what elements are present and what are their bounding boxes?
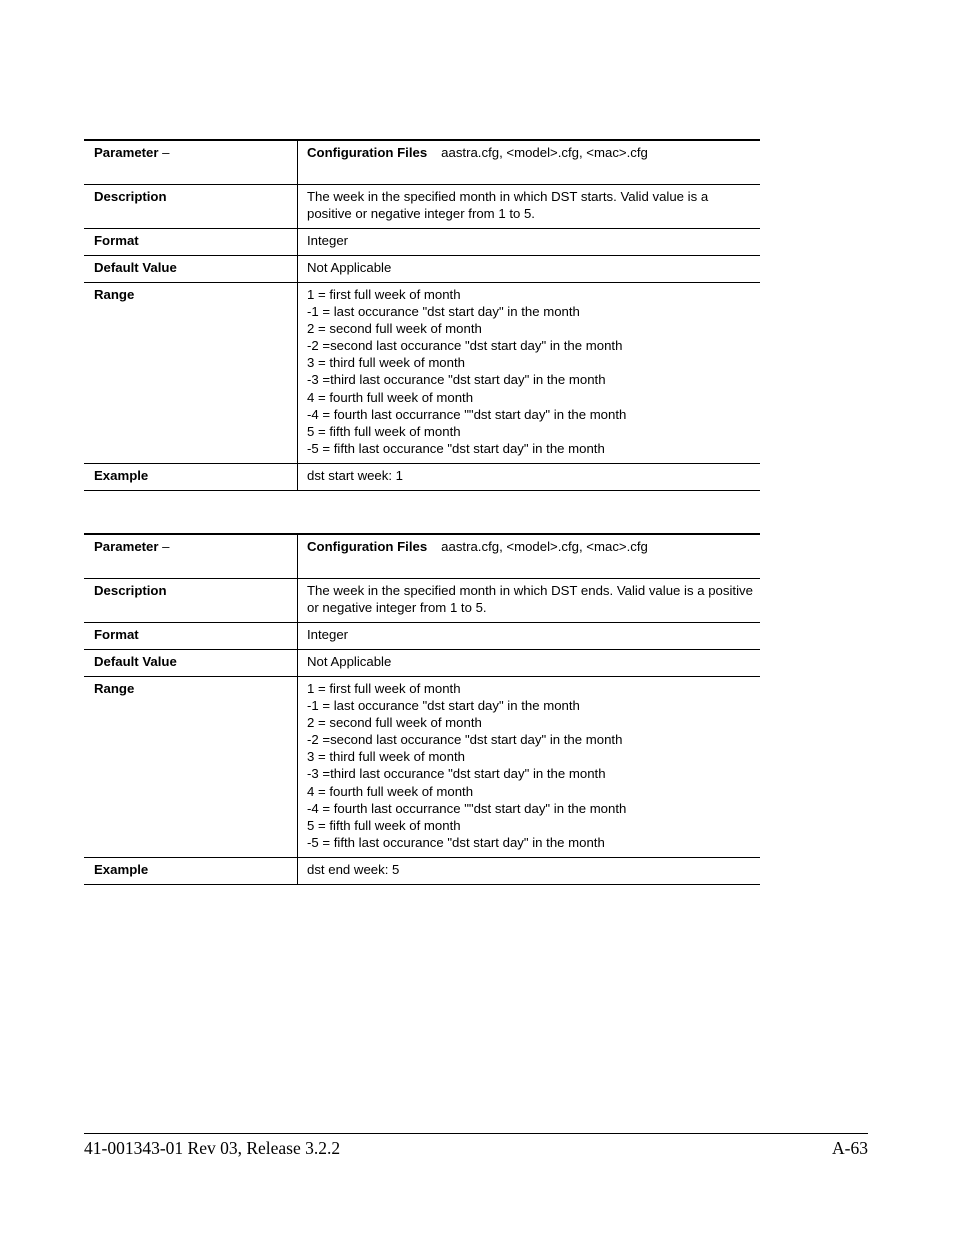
default-value-row	[84, 650, 760, 677]
parameter-suffix: –	[158, 145, 170, 160]
range-line: 1 = first full week of month	[307, 287, 461, 302]
description-row	[84, 579, 760, 623]
default-value-value: Not Applicable	[298, 650, 761, 677]
range-line: 5 = fifth full week of month	[307, 817, 461, 833]
footer-divider	[84, 1133, 868, 1134]
format-row	[84, 623, 760, 650]
range-value	[298, 283, 761, 464]
range-line: -5 = fifth last occurance "dst start day" in the month	[307, 440, 605, 456]
example-label: Example	[94, 467, 149, 483]
default-value-value: Not Applicable	[298, 256, 761, 283]
default-value-label: Default Value	[94, 260, 177, 275]
range-line: 1 = first full week of month	[307, 681, 461, 696]
range-line: -3 =third last occurance "dst start day" in the month	[307, 372, 606, 388]
parameter-table-dst-start-week	[84, 139, 760, 491]
description-value: The week in the specified month in which DST ends. Valid value is a positive or negative integer from 1 to 5.	[298, 579, 761, 623]
example-value: dst end week: 5	[298, 857, 761, 884]
description-row	[84, 185, 760, 229]
footer-document-id: 41-001343-01 Rev 03, Release 3.2.2	[84, 1138, 341, 1158]
example-row	[84, 857, 760, 884]
config-files-value: aastra.cfg, <model>.cfg, <mac>.cfg	[441, 539, 648, 554]
description-label: Description	[94, 189, 167, 204]
description-value: The week in the specified month in which DST starts. Valid value is a positive or negative integer from 1 to 5.	[298, 185, 761, 229]
parameter-table-dst-end-week	[84, 533, 760, 885]
default-value-row	[84, 256, 760, 283]
range-line: 2 = second full week of month	[307, 715, 482, 731]
format-row	[84, 229, 760, 256]
description-label: Description	[94, 583, 167, 598]
format-label: Format	[94, 627, 139, 642]
parameter-row	[84, 140, 760, 185]
range-row	[84, 677, 760, 858]
format-label: Format	[94, 233, 139, 248]
parameter-label-cell	[84, 534, 298, 579]
range-line: -3 =third last occurance "dst start day" in the month	[307, 766, 606, 782]
footer-page-number: A-63	[832, 1138, 868, 1158]
parameter-label: Parameter	[94, 539, 159, 554]
config-files-cell	[298, 534, 761, 579]
example-row	[84, 463, 760, 490]
range-line: 3 = third full week of month	[307, 749, 465, 765]
parameter-suffix: –	[158, 539, 170, 554]
parameter-label-cell	[84, 140, 298, 185]
default-value-label: Default Value	[94, 654, 177, 669]
range-line: -2 =second last occurance "dst start day" in the month	[307, 732, 623, 748]
range-line: -5 = fifth last occurance "dst start day" in the month	[307, 834, 605, 850]
range-line: -4 = fourth last occurrance ""dst start day" in the month	[307, 800, 627, 816]
range-line: 4 = fourth full week of month	[307, 389, 474, 405]
format-value: Integer	[298, 623, 761, 650]
range-label: Range	[94, 287, 135, 302]
range-line: 4 = fourth full week of month	[307, 783, 474, 799]
range-line: -4 = fourth last occurrance ""dst start day" in the month	[307, 406, 627, 422]
range-line: 5 = fifth full week of month	[307, 423, 461, 439]
parameter-label: Parameter	[94, 145, 159, 160]
example-label: Example	[94, 861, 149, 877]
range-value	[298, 677, 761, 858]
range-line: 2 = second full week of month	[307, 321, 482, 337]
config-files-value: aastra.cfg, <model>.cfg, <mac>.cfg	[441, 145, 648, 160]
config-files-cell	[298, 140, 761, 185]
config-files-label: Configuration Files	[307, 539, 428, 554]
range-line: -1 = last occurance "dst start day" in the month	[307, 698, 580, 714]
range-line: -1 = last occurance "dst start day" in the month	[307, 304, 580, 320]
example-value: dst start week: 1	[298, 463, 761, 490]
parameter-row	[84, 534, 760, 579]
format-value: Integer	[298, 229, 761, 256]
range-line: -2 =second last occurance "dst start day" in the month	[307, 338, 623, 354]
range-line: 3 = third full week of month	[307, 355, 465, 371]
range-label: Range	[94, 681, 135, 696]
config-files-label: Configuration Files	[307, 145, 428, 160]
range-row	[84, 283, 760, 464]
